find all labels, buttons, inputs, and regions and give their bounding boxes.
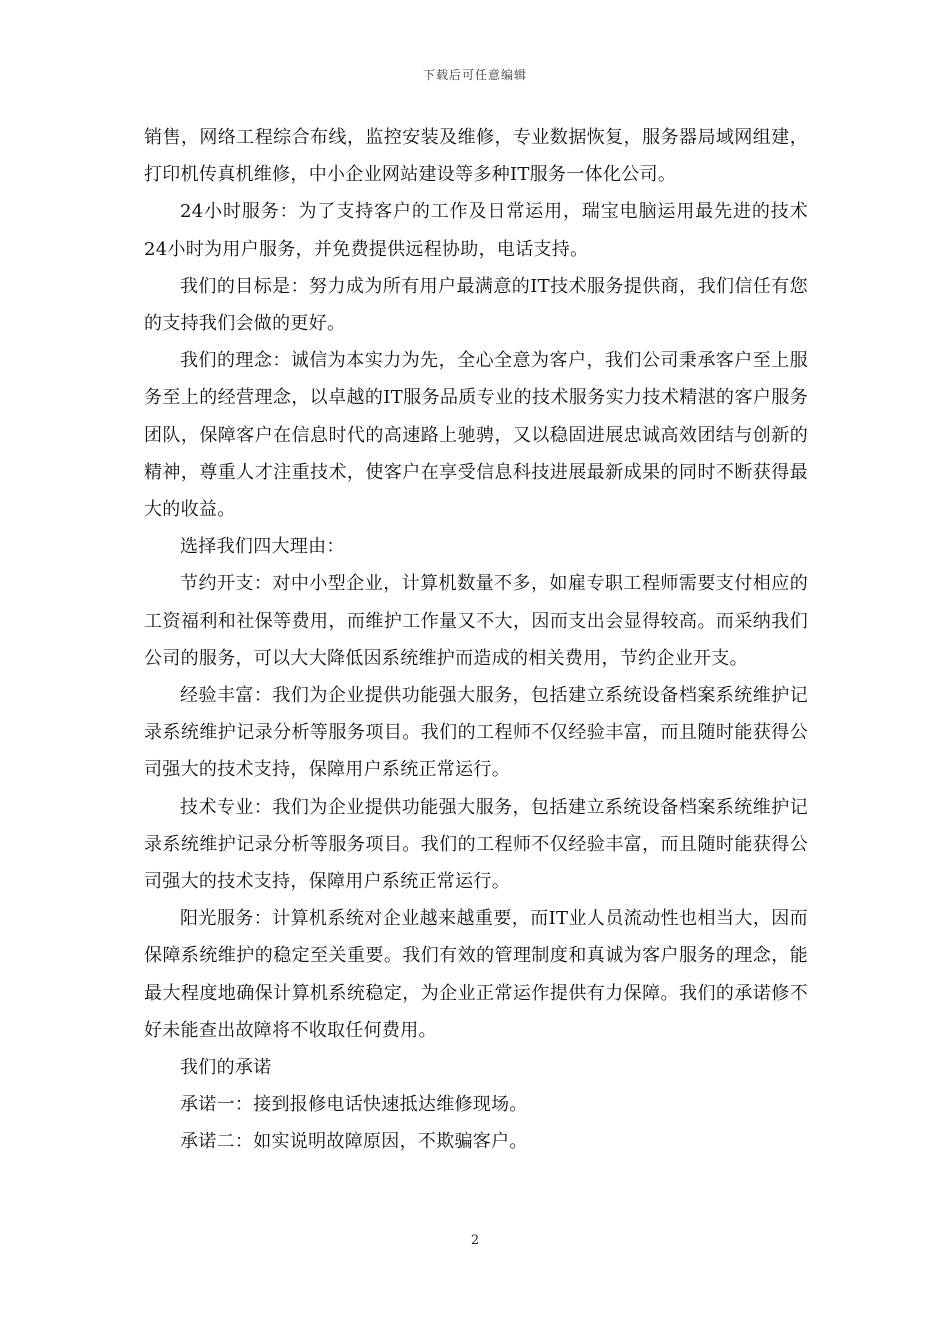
paragraph-promise-one: 承诺一：接到报修电话快速抵达维修现场。 bbox=[180, 1094, 528, 1116]
paragraph-24h-service: 24小时服务：为了支持客户的工作及日常运用，瑞宝电脑运用最先进的技术24小时为用户服务，并免费提供远程协助，电话支持。 bbox=[144, 201, 808, 260]
paragraph-philosophy: 我们的理念：诚信为本实力为先，全心全意为客户，我们公司秉承客户至上服务至上的经营理念，以卓越的IT服务品质专业的技术服务实力技术精湛的客户服务团队，保障客户在信息时代的高速路上驰骋，又以稳固进展忠诚高效团结与创新的精神，尊重人才注重技术，使客户在享受信息科技进展最新成果的同时不断获得最大的收益。 bbox=[144, 350, 808, 521]
paragraph-promise-heading: 我们的承诺 bbox=[180, 1057, 272, 1079]
paragraph-save-costs: 节约开支：对中小型企业，计算机数量不多，如雇专职工程师需要支付相应的工资福利和社保等费用，而维护工作量又不大，因而支出会显得较高。而采纳我们公司的服务，可以大大降低因系统维护而造成的相关费用，节约企业开支。 bbox=[144, 573, 808, 669]
paragraph-experience: 经验丰富：我们为企业提供功能强大服务，包括建立系统设备档案系统维护记录系统维护记录分析等服务项目。我们的工程师不仅经验丰富，而且随时能获得公司强大的技术支持，保障用户系统正常运行。 bbox=[144, 685, 808, 781]
paragraph-sunshine-service: 阳光服务：计算机系统对企业越来越重要，而IT业人员流动性也相当大，因而保障系统维护的稳定至关重要。我们有效的管理制度和真诚为客户服务的理念，能最大程度地确保计算机系统稳定，为企业正常运作提供有力保障。我们的承诺修不好未能查出故障将不收取任何费用。 bbox=[144, 908, 808, 1041]
document-body bbox=[144, 119, 808, 1161]
paragraph-promise-two: 承诺二：如实说明故障原因，不欺骗客户。 bbox=[180, 1131, 528, 1153]
paragraph-technical-expertise: 技术专业：我们为企业提供功能强大服务，包括建立系统设备档案系统维护记录系统维护记录分析等服务项目。我们的工程师不仅经验丰富，而且随时能获得公司强大的技术支持，保障用户系统正常运行。 bbox=[144, 796, 808, 893]
header-note: 下载后可任意编辑 bbox=[422, 68, 527, 82]
paragraph-services-continued: 销售，网络工程综合布线，监控安装及维修，专业数据恢复，服务器局域网组建，打印机传真机维修，中小企业网站建设等多种IT服务一体化公司。 bbox=[144, 127, 808, 186]
paragraph-four-reasons-heading: 选择我们四大理由： bbox=[180, 536, 345, 558]
page-number: 2 bbox=[470, 1233, 480, 1248]
paragraph-goal: 我们的目标是：努力成为所有用户最满意的IT技术服务提供商，我们信任有您的支持我们会做的更好。 bbox=[144, 275, 808, 335]
